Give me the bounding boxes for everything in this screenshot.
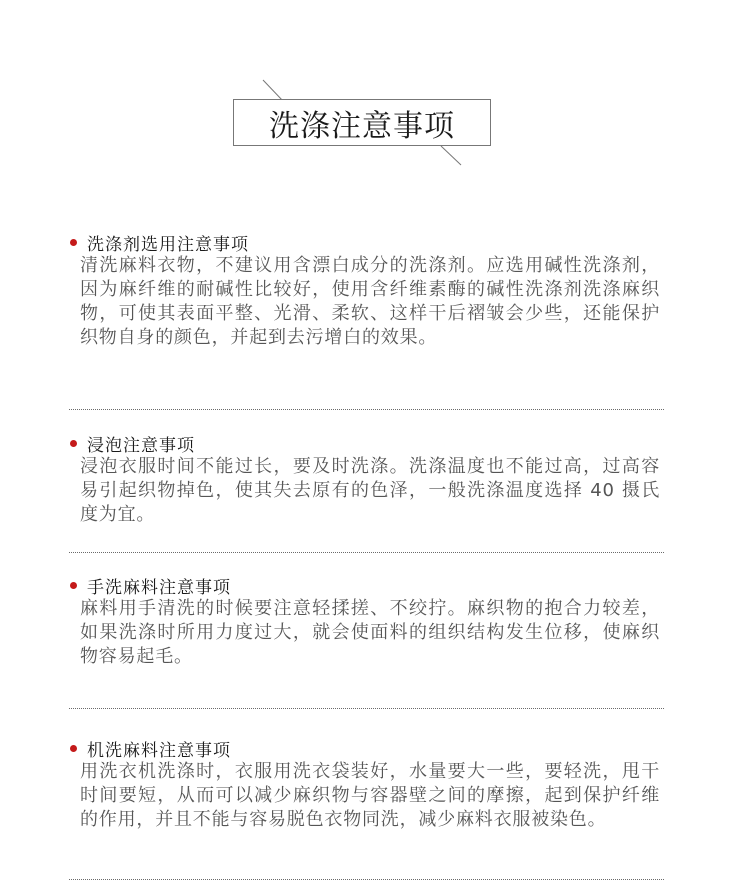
section-title: 机洗麻料注意事项 (87, 740, 231, 761)
divider (69, 708, 664, 709)
title-box (233, 99, 491, 146)
section-body: 用洗衣机洗涤时，衣服用洗衣袋装好，水量要大一些，要轻洗，甩干时间要短，从而可以减少麻织物与容器壁之间的摩擦，起到保护纤维的作用，并且不能与容易脱色衣物同洗，减少麻料衣服被染色。 (80, 761, 660, 830)
section-title: 手洗麻料注意事项 (87, 577, 231, 598)
section-heading (70, 573, 231, 597)
title-deco-line-bottom (441, 146, 461, 165)
section-heading (70, 431, 195, 455)
title-banner (0, 0, 750, 200)
divider (69, 552, 664, 553)
section-body: 清洗麻料衣物，不建议用含漂白成分的洗涤剂。应选用碱性洗涤剂，因为麻纤维的耐碱性比较好，使用含纤维素酶的碱性洗涤剂洗涤麻织物，可使其表面平整、光滑、柔软、这样干后褶皱会少些，还能保护织物自身的颜色，并起到去污增白的效果。 (80, 255, 660, 348)
section-heading (70, 230, 249, 254)
divider (69, 409, 664, 410)
section-title: 洗涤剂选用注意事项 (87, 234, 249, 255)
bullet-dot-icon (70, 440, 77, 447)
title-deco-line-top (263, 80, 283, 101)
section-title: 浸泡注意事项 (87, 435, 195, 456)
section-heading (70, 736, 231, 760)
page-title: 洗涤注意事项 (269, 108, 455, 144)
divider (69, 879, 664, 880)
section-body: 浸泡衣服时间不能过长，要及时洗涤。洗涤温度也不能过高，过高容易引起织物掉色，使其失去原有的色泽，一般洗涤温度选择 40 摄氏度为宜。 (80, 456, 660, 525)
section-body: 麻料用手清洗的时候要注意轻揉搓、不绞拧。麻织物的抱合力较差，如果洗涤时所用力度过大，就会使面料的组织结构发生位移，使麻织物容易起毛。 (80, 598, 660, 667)
bullet-dot-icon (70, 745, 77, 752)
bullet-dot-icon (70, 582, 77, 589)
bullet-dot-icon (70, 239, 77, 246)
